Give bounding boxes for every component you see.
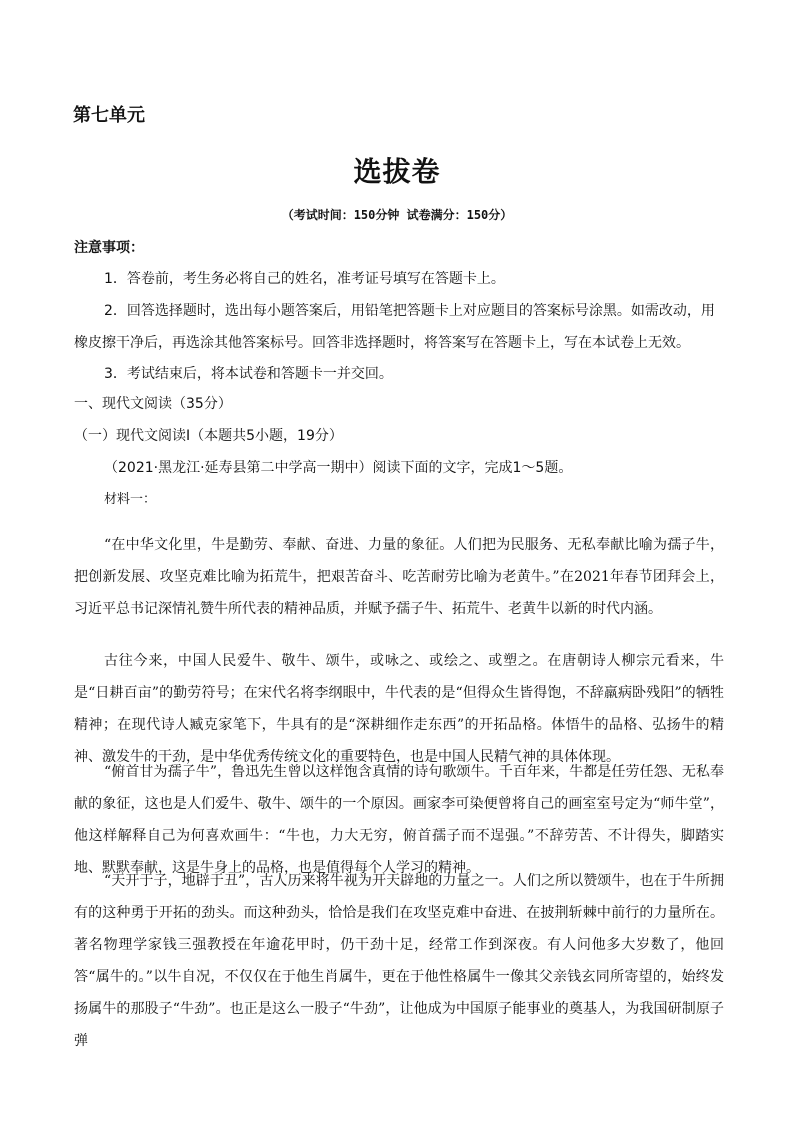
material-label: 材料一： [104,492,157,507]
page-title: 选拔卷 [353,155,441,188]
notice-heading: 注意事项： [74,240,144,256]
notice-item: 1．答卷前，考生务必将自己的姓名，准考证号填写在答题卡上。 [104,271,505,287]
passage-paragraph: “俯首甘为孺子牛”，鲁迅先生曾以这样饱含真情的诗句歌颂牛。千百年来，牛都是任劳任怨、无私奉献的象征，这也是人们爱牛、敬牛、颂牛的一个原因。画家李可染便曾将自己的画室室号定为“师牛堂”，他这样解释自己为何喜欢画牛：“牛也，力大无穷，俯首孺子而不逞强。”不辞劳苦、不计得失，脚踏实地、默默奉献，这是牛身上的品格，也是值得每个人学习的精神。 [74,764,724,876]
reading-prompt: （2021·黑龙江·延寿县第二中学高一期中）阅读下面的文字，完成1～5题。 [104,460,573,476]
unit-label: 第七单元 [73,105,145,126]
subsection-heading: （一）现代文阅读Ⅰ（本题共5小题，19分） [74,428,343,444]
section-heading: 一、现代文阅读（35分） [74,396,232,412]
notice-item: 2．回答选择题时，选出每小题答案后，用铅笔把答题卡上对应题目的答案标号涂黑。如需改动，用橡皮擦干净后，再选涂其他答案标号。回答非选择题时，将答案写在答题卡上，写在本试卷上无效。 [74,303,715,351]
passage-paragraph: “天开于子，地辟于丑”，古人历来将牛视为开天辟地的力量之一。人们之所以赞颂牛，也在于牛所拥有的这种勇于开拓的劲头。而这种劲头，恰恰是我们在攻坚克难中奋进、在披荆斩棘中前行的力量所在。著名物理学家钱三强教授在年逾花甲时，仍干劲十足，经常工作到深夜。有人问他多大岁数了，他回答“属牛的。”以牛自况，不仅仅在于他生肖属牛，更在于他性格属牛一像其父亲钱玄同所寄望的，始终发扬属牛的那股子“牛劲”。也正是这么一股子“牛劲”，让他成为中国原子能事业的奠基人，为我国研制原子弹 [74,873,724,1049]
notice-item: 3．考试结束后，将本试卷和答题卡一并交回。 [104,366,393,382]
passage-paragraph: 古往今来，中国人民爱牛、敬牛、颂牛，或咏之、或绘之、或塑之。在唐朝诗人柳宗元看来，牛是“日耕百亩”的勤劳符号；在宋代名将李纲眼中，牛代表的是“但得众生皆得饱，不辞羸病卧残阳”的牺牲精神；在现代诗人臧克家笔下，牛具有的是“深耕细作走东西”的开拓品格。体悟牛的品格、弘扬牛的精神、激发牛的干劲，是中华优秀传统文化的重要特色，也是中国人民精气神的具体体现。 [74,653,724,765]
exam-info: （考试时间：150分钟 试卷满分：150分） [281,208,513,222]
passage-paragraph: “在中华文化里，牛是勤劳、奉献、奋进、力量的象征。人们把为民服务、无私奉献比喻为孺子牛，把创新发展、攻坚克难比喻为拓荒牛，把艰苦奋斗、吃苦耐劳比喻为老黄牛。”在2021年春节团拜会上，习近平总书记深情礼赞牛所代表的精神品质，并赋予孺子牛、拓荒牛、老黄牛以新的时代内涵。 [74,537,724,617]
